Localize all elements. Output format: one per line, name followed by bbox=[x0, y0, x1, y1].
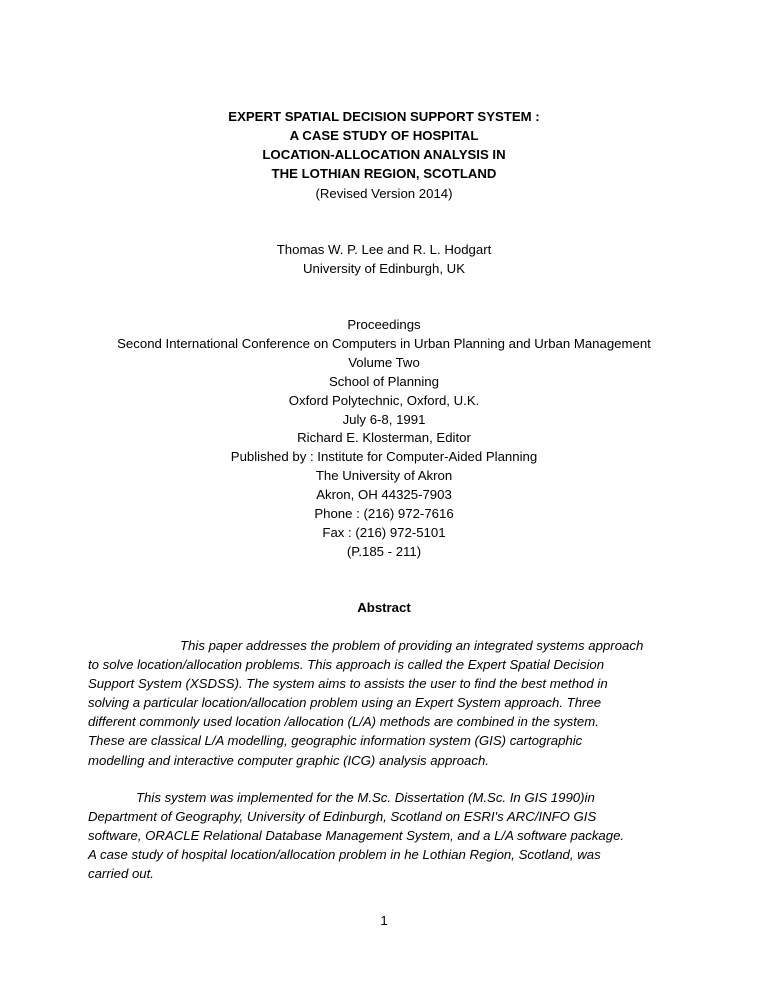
revision-note: (Revised Version 2014) bbox=[315, 186, 453, 201]
proceedings-line: Volume Two bbox=[348, 354, 420, 370]
abstract-line: modelling and interactive computer graphic (ICG) analysis approach. bbox=[88, 752, 489, 768]
proceedings-line: Richard E. Klosterman, Editor bbox=[297, 430, 471, 446]
document-title bbox=[0, 107, 768, 183]
proceedings-line: School of Planning bbox=[329, 373, 439, 389]
abstract-paragraph-1 bbox=[88, 636, 688, 770]
proceedings-block bbox=[0, 316, 768, 562]
abstract-paragraph-2 bbox=[88, 788, 688, 883]
proceedings-line: Proceedings bbox=[347, 317, 421, 332]
proceedings-line: Published by : Institute for Computer-Aided Planning bbox=[230, 449, 538, 465]
author-block bbox=[0, 240, 768, 278]
abstract-heading: Abstract bbox=[357, 600, 411, 615]
abstract-line: Support System (XSDSS). The system aims to assists the user to find the best method in bbox=[88, 676, 608, 692]
title-line: EXPERT SPATIAL DECISION SUPPORT SYSTEM : bbox=[228, 109, 540, 124]
proceedings-line: July 6-8, 1991 bbox=[342, 411, 426, 427]
author-affiliation: University of Edinburgh, UK bbox=[303, 261, 465, 276]
proceedings-line: (P.185 - 211) bbox=[346, 543, 422, 559]
abstract-line: carried out. bbox=[88, 866, 154, 882]
abstract-line: solving a particular location/allocation problem using an Expert System approach. Three bbox=[88, 695, 602, 711]
title-line: A CASE STUDY OF HOSPITAL bbox=[289, 128, 479, 143]
proceedings-line: Fax : (216) 972-5101 bbox=[322, 524, 446, 540]
proceedings-line: Second International Conference on Computers in Urban Planning and Urban Management bbox=[117, 335, 651, 351]
abstract-line: This system was implemented for the M.Sc. Dissertation (M.Sc. In GIS 1990)in bbox=[136, 790, 595, 805]
proceedings-line: The University of Akron bbox=[315, 468, 453, 484]
page-number: 1 bbox=[380, 913, 388, 928]
abstract-line: This paper addresses the problem of providing an integrated systems approach bbox=[180, 638, 644, 653]
abstract-line: different commonly used location /allocation (L/A) methods are combined in the system. bbox=[88, 714, 599, 730]
proceedings-line: Akron, OH 44325-7903 bbox=[316, 487, 452, 503]
abstract-line: A case study of hospital location/allocation problem in he Lothian Region, Scotland, was bbox=[88, 847, 601, 863]
title-line: LOCATION-ALLOCATION ANALYSIS IN bbox=[262, 147, 506, 162]
abstract-line: to solve location/allocation problems. This approach is called the Expert Spatial Decision bbox=[88, 657, 605, 673]
abstract-line: These are classical L/A modelling, geographic information system (GIS) cartographic bbox=[88, 733, 583, 749]
abstract-line: Department of Geography, University of Edinburgh, Scotland on ESRI's ARC/INFO GIS bbox=[88, 809, 597, 825]
abstract-line: software, ORACLE Relational Database Management System, and a L/A software package. bbox=[88, 828, 625, 844]
proceedings-line: Phone : (216) 972-7616 bbox=[314, 506, 454, 522]
title-line: THE LOTHIAN REGION, SCOTLAND bbox=[271, 166, 497, 181]
author-names: Thomas W. P. Lee and R. L. Hodgart bbox=[276, 242, 492, 257]
proceedings-line: Oxford Polytechnic, Oxford, U.K. bbox=[288, 392, 480, 408]
